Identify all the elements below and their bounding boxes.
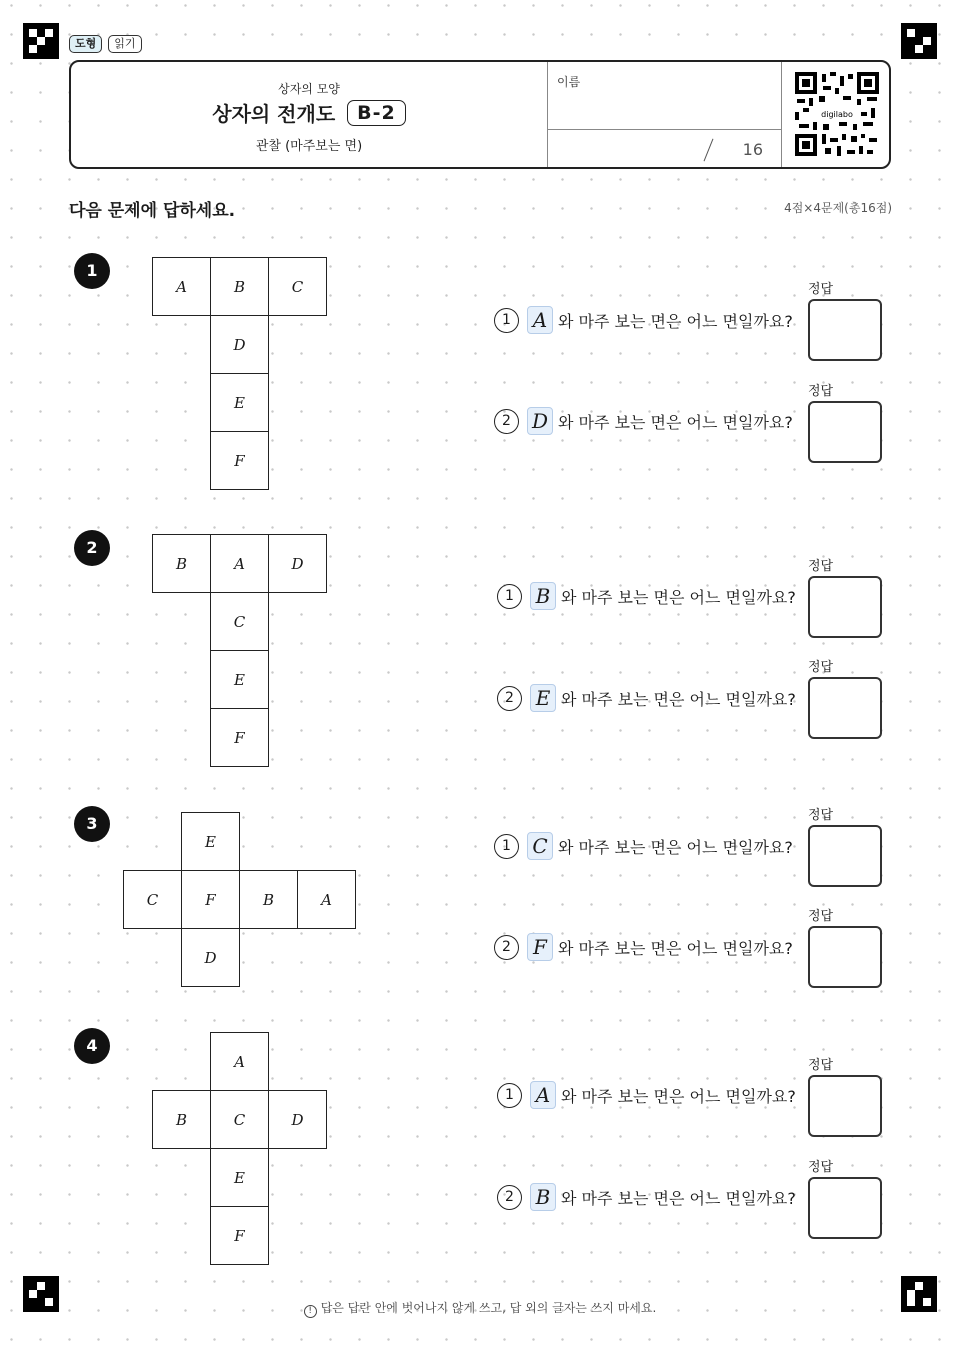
answer-label: 정답 <box>808 1160 834 1175</box>
score-slash <box>704 139 714 162</box>
question-text: 와 마주 보는 면은 어느 면일까요? <box>561 1188 796 1208</box>
sub-question-3-1 <box>494 830 793 862</box>
net-face: F <box>181 870 240 929</box>
net-face: C <box>268 257 327 316</box>
net-face: A <box>152 257 211 316</box>
corner-marker-top-left <box>23 23 59 59</box>
net-face: C <box>123 870 182 929</box>
face-label: B <box>530 582 556 610</box>
net-face: A <box>297 870 356 929</box>
answer-label: 정답 <box>808 384 834 399</box>
sub-question-number: 2 <box>497 1185 522 1210</box>
net-face: E <box>181 812 240 871</box>
net-face: A <box>210 1032 269 1091</box>
face-label: F <box>527 933 553 961</box>
sub-question-4-2 <box>497 1181 796 1213</box>
sub-question-number: 1 <box>494 834 519 859</box>
net-face: A <box>210 534 269 593</box>
answer-label: 정답 <box>808 909 834 924</box>
sub-question-number: 2 <box>494 409 519 434</box>
net-face: B <box>152 534 211 593</box>
net-face: B <box>210 257 269 316</box>
sub-question-number: 2 <box>497 686 522 711</box>
tag-group <box>69 35 142 53</box>
face-label: B <box>530 1183 556 1211</box>
sub-question-2-2 <box>497 682 796 714</box>
page-title: 상자의 전개도 <box>212 102 336 126</box>
net-face: D <box>210 315 269 374</box>
answer-box-1-1[interactable] <box>808 299 882 361</box>
sub-question-3-2 <box>494 931 793 963</box>
face-label: E <box>530 684 556 712</box>
name-label: 이름 <box>557 75 581 89</box>
question-text: 와 마주 보는 면은 어느 면일까요? <box>558 412 793 432</box>
net-face: D <box>181 928 240 987</box>
worksheet-header <box>69 60 891 169</box>
sub-question-4-1 <box>497 1079 796 1111</box>
warning-icon: ! <box>304 1305 317 1318</box>
net-face: F <box>210 708 269 767</box>
header-title-row <box>71 98 547 127</box>
question-number-1: 1 <box>74 253 110 289</box>
answer-box-2-1[interactable] <box>808 576 882 638</box>
face-label: D <box>527 407 553 435</box>
answer-box-1-2[interactable] <box>808 401 882 463</box>
sub-question-2-1 <box>497 580 796 612</box>
face-label: A <box>530 1081 556 1109</box>
footer-text: 답은 답란 안에 벗어나지 않게 쓰고, 답 외의 글자는 쓰지 마세요. <box>320 1301 657 1315</box>
header-name-score-area <box>547 62 782 167</box>
answer-label: 정답 <box>808 282 834 297</box>
name-divider <box>548 129 781 130</box>
net-face: F <box>210 431 269 490</box>
net-face: E <box>210 1148 269 1207</box>
answer-label: 정답 <box>808 1058 834 1073</box>
points-info: 4점×4문제(총16점) <box>784 201 892 215</box>
qr-code-icon <box>795 72 879 156</box>
tag-read: 읽기 <box>108 35 141 53</box>
score-total: 16 <box>742 140 763 159</box>
question-text: 와 마주 보는 면은 어느 면일까요? <box>558 311 793 331</box>
svg-text:digilabo: digilabo <box>821 110 853 119</box>
face-label: A <box>527 306 553 334</box>
sub-question-1-2 <box>494 405 793 437</box>
question-text: 와 마주 보는 면은 어느 면일까요? <box>561 587 796 607</box>
sub-question-number: 1 <box>494 308 519 333</box>
question-number-2: 2 <box>74 530 110 566</box>
footer-note <box>0 1299 960 1318</box>
sub-question-number: 1 <box>497 584 522 609</box>
worksheet-code-badge: B-2 <box>347 100 406 126</box>
net-face: B <box>239 870 298 929</box>
sub-question-number: 1 <box>497 1083 522 1108</box>
net-face: F <box>210 1206 269 1265</box>
net-face: E <box>210 650 269 709</box>
answer-label: 정답 <box>808 808 834 823</box>
question-text: 와 마주 보는 면은 어느 면일까요? <box>561 689 796 709</box>
net-face: C <box>210 1090 269 1149</box>
answer-box-3-1[interactable] <box>808 825 882 887</box>
face-label: C <box>527 832 553 860</box>
answer-box-2-2[interactable] <box>808 677 882 739</box>
sub-question-1-1 <box>494 304 793 336</box>
question-text: 와 마주 보는 면은 어느 면일까요? <box>558 938 793 958</box>
answer-box-4-2[interactable] <box>808 1177 882 1239</box>
question-number-4: 4 <box>74 1028 110 1064</box>
answer-label: 정답 <box>808 660 834 675</box>
net-face: D <box>268 1090 327 1149</box>
question-text: 와 마주 보는 면은 어느 면일까요? <box>561 1086 796 1106</box>
sub-question-number: 2 <box>494 935 519 960</box>
header-subtitle: 상자의 모양 <box>278 82 340 96</box>
net-face: E <box>210 373 269 432</box>
answer-box-3-2[interactable] <box>808 926 882 988</box>
header-description: 관찰 (마주보는 면) <box>255 139 363 154</box>
instruction-text: 다음 문제에 답하세요. <box>69 201 236 221</box>
header-title-area <box>71 62 547 167</box>
question-number-3: 3 <box>74 806 110 842</box>
answer-box-4-1[interactable] <box>808 1075 882 1137</box>
net-face: B <box>152 1090 211 1149</box>
answer-label: 정답 <box>808 559 834 574</box>
net-face: C <box>210 592 269 651</box>
question-text: 와 마주 보는 면은 어느 면일까요? <box>558 837 793 857</box>
corner-marker-top-right <box>901 23 937 59</box>
tag-shape: 도형 <box>69 35 102 53</box>
net-face: D <box>268 534 327 593</box>
